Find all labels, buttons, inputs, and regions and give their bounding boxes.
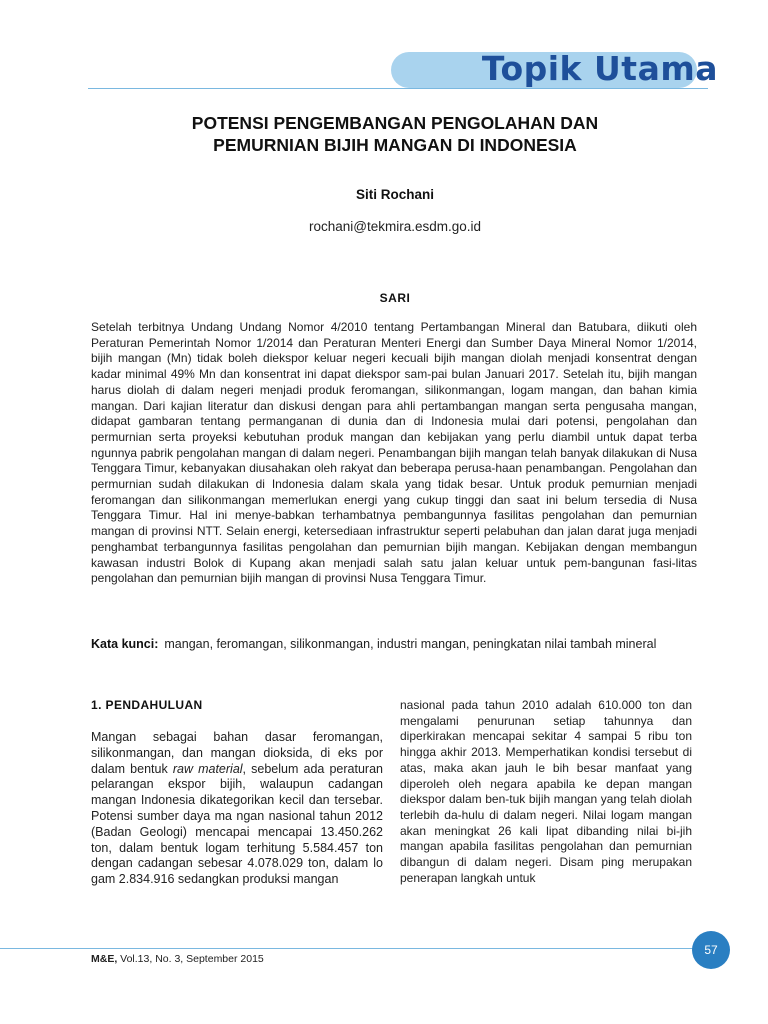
footer-citation bbox=[91, 953, 264, 965]
footer-journal: M&E, bbox=[91, 953, 118, 965]
body-left-italic: raw material bbox=[172, 761, 243, 776]
article-title-line-2: PEMURNIAN BIJIH MANGAN DI INDONESIA bbox=[213, 135, 577, 155]
author-email[interactable]: rochani@tekmira.esdm.go.id bbox=[308, 219, 482, 234]
section-label: Topik Utama bbox=[481, 49, 718, 88]
keywords-values: mangan, feromangan, silikonmangan, industri mangan, peningkatan nilai tambah mineral bbox=[164, 637, 657, 651]
keywords-label: Kata kunci: bbox=[91, 637, 159, 651]
abstract-text: Setelah terbitnya Undang Undang Nomor 4/2010 tentang Pertambangan Mineral dan Batubara, diikuti oleh Peraturan Pemerintah Nomor 1/2014 dan Peraturan Menteri Energi dan Sumber Daya Mineral Nomor 1/2014, bijih mangan (Mn) tidak boleh diekspor keluar negeri kecuali bijih mangan diolah menjadi konsentrat dengan kadar minimal 49% Mn dan konsentrat ini dapat diekspor sam-pai bulan Januari 2017. Setelah itu, bijih mangan harus diolah di dalam negeri menjadi produk feromangan, silikonmangan, logam mangan, dan bahan kimia mangan. Dari kajian literatur dan diskusi dengan para ahli pertambangan mangan serta pengusaha mangan, didapat gambaran tentang permanganan di dunia dan di Indonesia mulai dari potensi, pengolahan dan permurnian serta proyeksi kebutuhan produk mangan dan kebijakan yang perlu diambil untuk dapat terba ngunnya pabrik pengolahan mangan di dalam negeri. Penambangan bijih mangan telah banyak dilakukan di Nusa Tenggara Timur, kebanyakan diusahakan oleh rakyat dan beberapa perusa-haan penambangan. Pengolahan dan permurnian sudah dilakukan di Indonesia dalam skala yang tidak besar. Untuk produk pemurnian menjadi feromangan dan silikonmangan memerlukan energi yang cukup tinggi dan saat ini belum tersedia di Nusa Tenggara Timur. Hal ini menye-babkan terhambatnya pembangunnya fasilitas pengolahan dan pemurnian mangan di provinsi NTT. Selain energi, ketersediaan infrastruktur seperti pelabuhan dan jalan darat juga menjadi penghambat terbangunnya fasilitas pengolahan dan pemurnian bijih mangan. Kebijakan dengan membangun kawasan industri Bolok di Kupang akan menjadi salah satu jalan keluar untuk pem-bangunan fasi-litas pengolahan dan pemurnian bijih mangan di provinsi Nusa Tenggara Timur. bbox=[91, 320, 697, 586]
keywords bbox=[91, 636, 697, 653]
article-title bbox=[80, 112, 710, 156]
body-left-text-1: Mangan sebagai bahan dasar feromangan, silikonmangan, dan mangan dioksida, di eks por dalam bentuk bbox=[91, 730, 383, 776]
body-column-left bbox=[91, 730, 383, 888]
body-left-text-2: , sebelum ada peraturan pelarangan ekspor bijih, walaupun cadangan mangan Indonesia dikategorikan kecil dan tersebar. Potensi sumber daya ma ngan nasional tahun 2012 (Badan Geologi) mencapai mencapai 13.450.262 ton, dalam bentuk logam terhitung 5.584.457 ton dengan cadangan sebesar 4.078.029 ton, dalam lo gam 2.834.916 sedangkan produksi mangan bbox=[91, 761, 383, 887]
article-title-line-1: POTENSI PENGEMBANGAN PENGOLAHAN DAN bbox=[191, 113, 599, 133]
abstract-heading: SARI bbox=[379, 291, 411, 305]
footer-issue: Vol.13, No. 3, September 2015 bbox=[117, 953, 264, 965]
page-number-badge: 57 bbox=[692, 931, 730, 969]
header-divider bbox=[88, 88, 708, 89]
author-name: Siti Rochani bbox=[355, 187, 434, 202]
section-heading-pendahuluan: 1. PENDAHULUAN bbox=[91, 698, 203, 712]
body-column-right: nasional pada tahun 2010 adalah 610.000 ton dan mengalami penurunan setiap tahunnya dan diperkirakan mencapai sekitar 4 sampai 5 ribu ton hingga akhir 2013. Memperhatikan kondisi tersebut di atas, maka akan jauh le bih besar manfaat yang diperoleh oleh negara apabila ke depan mangan diekspor dalam ben-tuk bijih mangan yang telah diolah terlebih da-hulu di dalam negeri. Nilai logam mangan akan meningkat 26 kali lipat dibanding nilai bi-jih mangan apabila fasilitas pengolahan dan pemurnian dibangun di dalam negeri. Disam ping merupakan penerapan langkah untuk bbox=[400, 698, 692, 885]
footer-divider bbox=[0, 948, 700, 949]
